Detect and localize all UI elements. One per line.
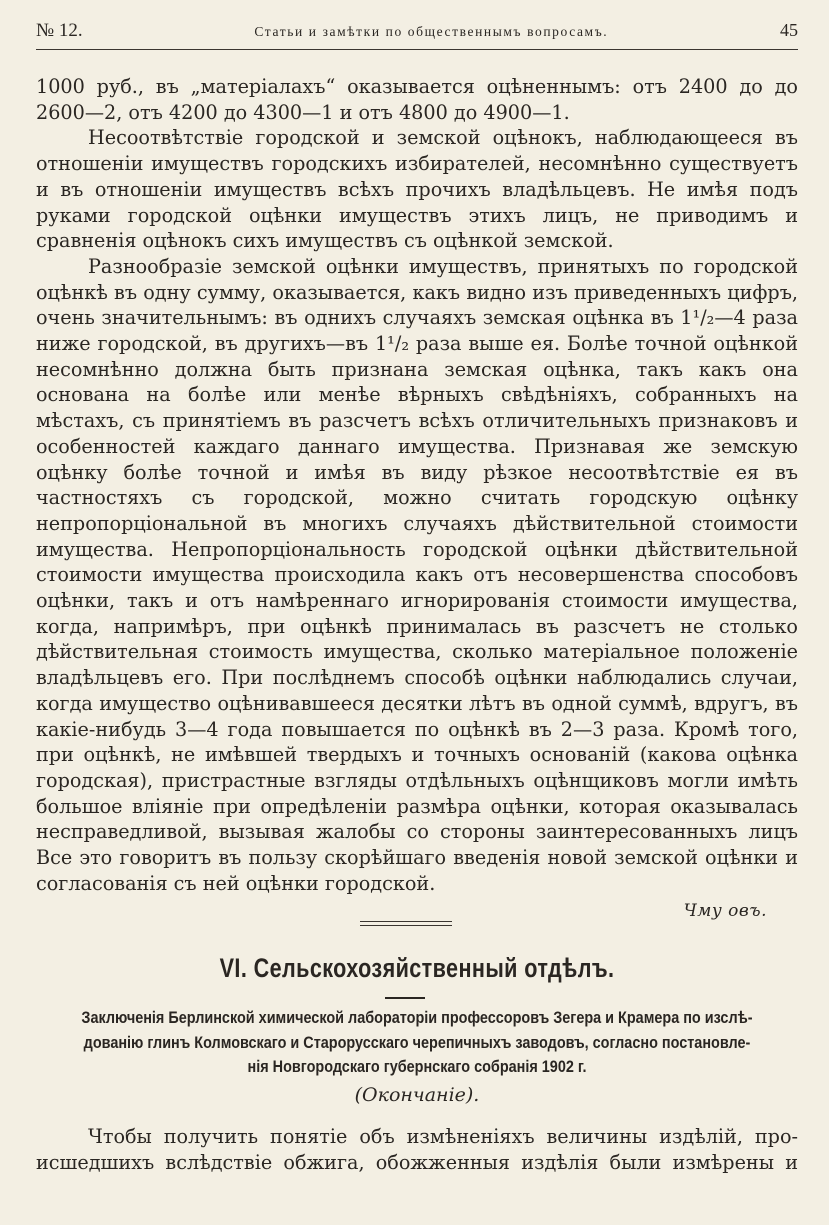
header-rule [36, 49, 798, 50]
author-signature: Чму овъ. [683, 901, 767, 921]
subtitle-line: дованію глинъ Колмовскаго и Старорусскаго черепичныхъ заводовъ, согласно постановле- [83, 1033, 751, 1052]
subtitle-line: Заключенія Берлинской химической лабораторіи профессоровъ Зегера и Крамера по изслѣ- [81, 1009, 753, 1027]
title-rule [385, 997, 425, 999]
section-title: VI. Сельскохозяйственный отдѣлъ. [219, 953, 615, 983]
section-subtitle [69, 1006, 764, 1080]
header-title: Статьи и замѣтки по общественнымъ вопросамъ. [254, 24, 609, 39]
page-number: 45 [779, 20, 798, 40]
section-body [36, 1124, 798, 1175]
paragraph: Разнообразіе земской оцѣнки имуществъ, принятыхъ по городской оцѣнкѣ въ одну сумму, оказывается, какъ видно изъ приведенныхъ цифръ, очень значительнымъ: въ однихъ случаяхъ земская оцѣнка въ 1¹/₂—4 раза ниже городской, въ другихъ—въ 1¹/₂ раза выше ея. Болѣе точной оцѣнкой несомнѣнно должна быть признана земская оцѣнка, такъ какъ она основана на болѣе или менѣе вѣрныхъ свѣдѣніяхъ, собранныхъ на мѣстахъ, съ принятіемъ въ разсчетъ всѣхъ отличительныхъ признаковъ и особенностей каждаго даннаго имущества. Признавая же земскую оцѣнку болѣе точной и имѣя въ виду рѣзкое несоотвѣтствіе ея въ частностяхъ съ городской, можно считать городскую оцѣнку непропорціональной въ многихъ случаяхъ дѣйствительной стоимости имущества. Непропорціональность городской оцѣнки дѣйствительной стоимости имущества происходила какъ отъ несовершенства способовъ оцѣнки, такъ и отъ намѣреннаго игнорированія стоимости имущества, когда, напримѣръ, при оцѣнкѣ принималась въ разсчетъ не столько дѣйствительная стоимость имущества, сколько матеріальное положеніе владѣльцевъ его. При послѣднемъ способѣ оцѣнки наблюдались случаи, когда имущество оцѣнивавшееся десятки лѣтъ въ одной суммѣ, вдругъ, въ какіе-нибудь 3—4 года повышается по оцѣнкѣ въ 2—3 раза. Кромѣ того, при оцѣнкѣ, не имѣвшей твердыхъ и точныхъ основаній (какова оцѣнка городская), пристрастные взгляды отдѣльныхъ оцѣнщиковъ могли имѣть большое вліяніе при опредѣленіи размѣра оцѣнки, которая оказывалась несправедливой, вызывая жалобы со стороны заинтересованныхъ лицъ Все это говоритъ въ пользу скорѣйшаго введенія новой земской оцѣнки и согласованія съ ней оцѣнки городской. [36, 254, 798, 895]
continuation-note: (Окончаніе). [354, 1084, 480, 1106]
paragraph [36, 1124, 798, 1175]
text-line: Чтобы получить понятіе объ измѣненіяхъ величины издѣлій, про- [88, 1125, 798, 1148]
running-header [36, 20, 798, 46]
section-divider [360, 921, 452, 926]
article-body [36, 74, 798, 897]
subtitle-line: нія Новгородскаго губернскаго собранія 1902 г. [247, 1058, 587, 1076]
paragraph: 1000 руб., въ „матеріалахъ“ оказывается оцѣненнымъ: отъ 2400 до до 2600—2, отъ 4200 до 4300—1 и отъ 4800 до 4900—1. [36, 75, 798, 124]
text-line: исшедшихъ вслѣдствіе обжига, обожженныя издѣлія были измѣрены и [36, 1150, 798, 1174]
issue-number: № 12. [36, 20, 83, 41]
paragraph: Несоотвѣтствіе городской и земской оцѣнокъ, наблюдающееся въ отношеніи имуществъ городскихъ избирателей, несомнѣнно существуетъ и въ отношеніи имуществъ всѣхъ прочихъ владѣльцевъ. Не имѣя подъ руками городской оцѣнки имуществъ этихъ лицъ, не приводимъ и сравненія оцѣнокъ сихъ имуществъ съ оцѣнкой земской. [36, 126, 798, 253]
